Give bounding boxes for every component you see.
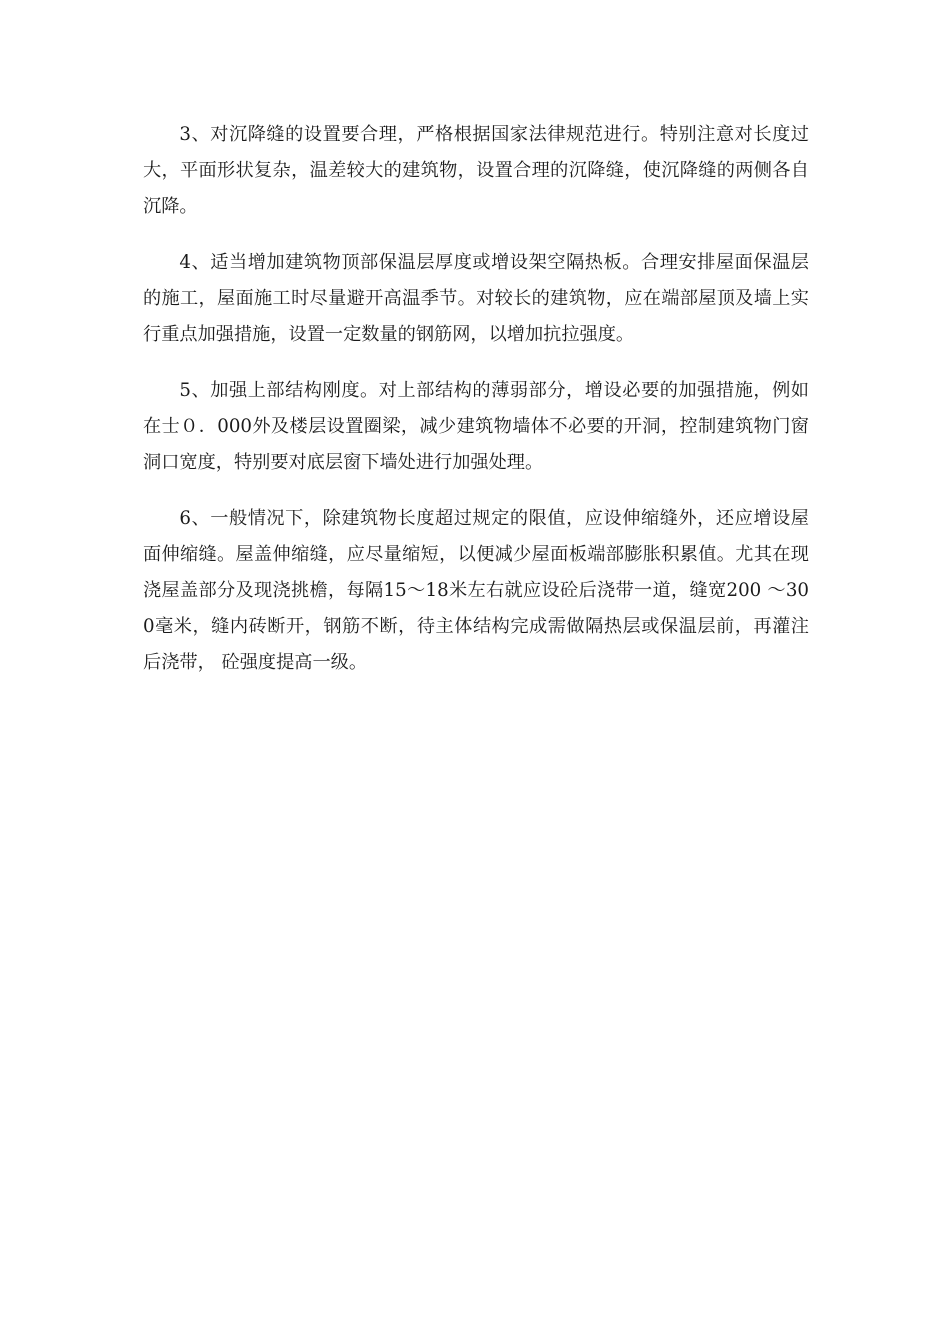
document-body [143,117,809,701]
paragraph-settlement-joint: 3、对沉降缝的设置要合理，严格根据国家法律规范进行。特别注意对长度过大，平面形状复杂，温差较大的建筑物，设置合理的沉降缝，使沉降缝的两侧各自沉降。 [143,124,809,217]
paragraph-roof-insulation: 4、适当增加建筑物顶部保温层厚度或增设架空隔热板。合理安排屋面保温层的施工，屋面施工时尽量避开高温季节。对较长的建筑物，应在端部屋顶及墙上实行重点加强措施，设置一定数量的钢筋网，以增加抗拉强度。 [143,252,809,345]
paragraph-structure-stiffness: 5、加强上部结构刚度。对上部结构的薄弱部分，增设必要的加强措施，例如在士０．000外及楼层设置圈梁，减少建筑物墙体不必要的开洞，控制建筑物门窗洞口宽度，特别要对底层窗下墙处进行加强处理。 [143,380,809,473]
paragraph-expansion-joint: 6、一般情况下，除建筑物长度超过规定的限值，应设伸缩缝外，还应增设屋面伸缩缝。屋盖伸缩缝，应尽量缩短，以便减少屋面板端部膨胀积累值。尤其在现浇屋盖部分及现浇挑檐，每隔15～18米左右就应设砼后浇带一道，缝宽200 ～300毫米，缝内砖断开，钢筋不断，待主体结构完成需做隔热层或保温层前，再灌注后浇带， 砼强度提高一级。 [143,508,809,673]
